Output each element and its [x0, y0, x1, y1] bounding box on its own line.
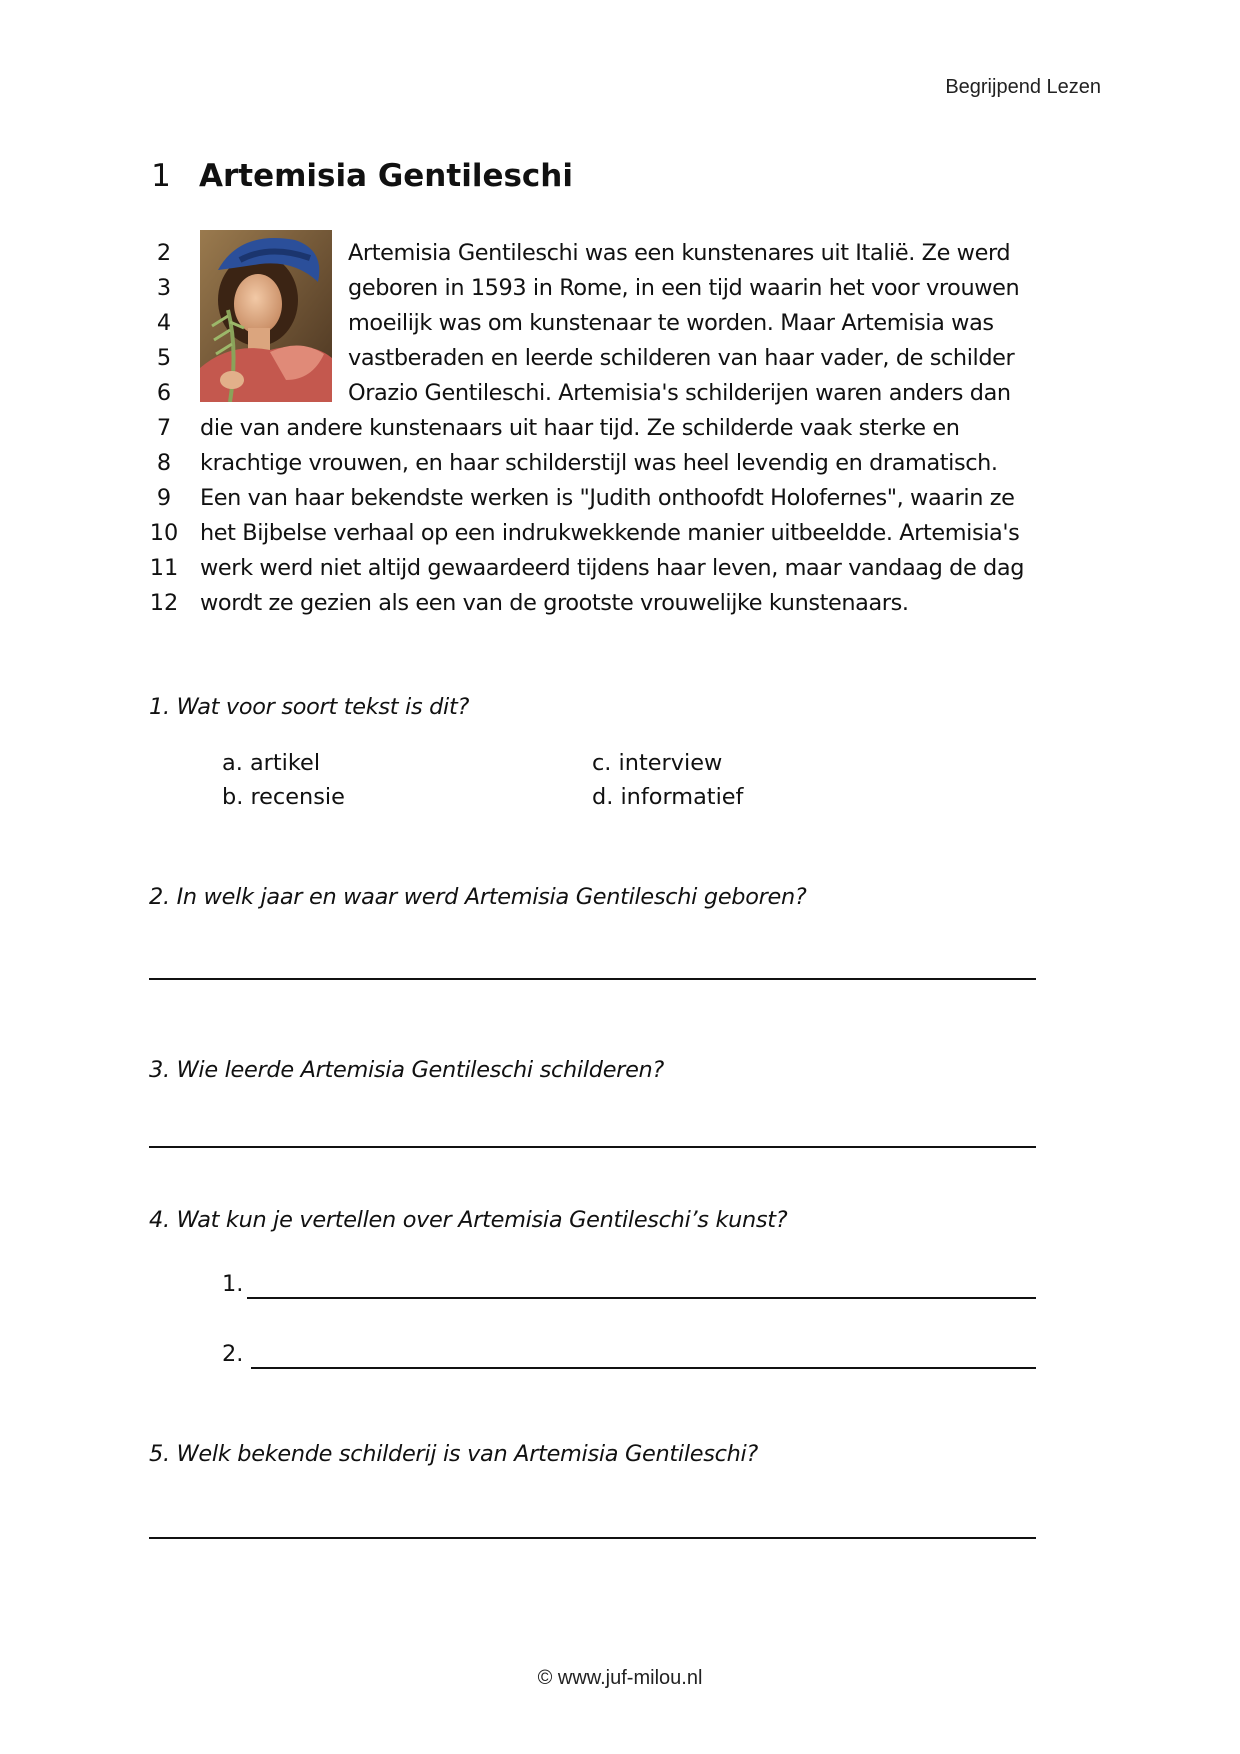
- line-text: wordt ze gezien als een van de grootste vrouwelijke kunstenaars.: [200, 590, 909, 616]
- text-line: [144, 411, 1104, 446]
- question-5: 5. Welk bekende schilderij is van Artemisia Gentileschi?: [149, 1441, 758, 1467]
- question-1: 1. Wat voor soort tekst is dit?: [149, 694, 470, 720]
- text-line: [144, 481, 1104, 516]
- line-text: geboren in 1593 in Rome, in een tijd waarin het voor vrouwen: [348, 275, 1020, 301]
- line-number: 6: [156, 380, 172, 406]
- line-text: vastberaden en leerde schilderen van haar vader, de schilder: [348, 345, 1015, 371]
- title-line-number: 1: [151, 158, 171, 194]
- footer-copyright: © www.juf-milou.nl: [537, 1667, 703, 1689]
- answer-item-number: 2.: [222, 1341, 244, 1367]
- line-number: 11: [149, 555, 179, 581]
- line-number: 9: [156, 485, 172, 511]
- line-number: 12: [149, 590, 179, 616]
- line-number: 7: [156, 415, 172, 441]
- line-number: 4: [156, 310, 172, 336]
- question-3: 3. Wie leerde Artemisia Gentileschi schilderen?: [149, 1057, 665, 1083]
- text-line: [144, 236, 1104, 271]
- answer-line-4-1[interactable]: [247, 1297, 1036, 1299]
- option-a[interactable]: a. artikel: [222, 750, 321, 776]
- text-line: [144, 586, 1104, 621]
- option-c[interactable]: c. interview: [592, 750, 723, 776]
- line-number: 5: [156, 345, 172, 371]
- answer-line-2[interactable]: [149, 978, 1036, 980]
- option-d[interactable]: d. informatief: [592, 784, 744, 810]
- option-b[interactable]: b. recensie: [222, 784, 345, 810]
- line-number: 3: [156, 275, 172, 301]
- line-text: Orazio Gentileschi. Artemisia's schilderijen waren anders dan: [348, 380, 1011, 406]
- answer-line-3[interactable]: [149, 1146, 1036, 1148]
- answer-item-number: 1.: [222, 1271, 244, 1297]
- line-text: Een van haar bekendste werken is "Judith onthoofdt Holofernes", waarin ze: [200, 485, 1015, 511]
- text-line: [144, 516, 1104, 551]
- line-text: die van andere kunstenaars uit haar tijd. Ze schilderde vaak sterke en: [200, 415, 960, 441]
- line-text: werk werd niet altijd gewaardeerd tijdens haar leven, maar vandaag de dag: [200, 555, 1025, 581]
- page-title: Artemisia Gentileschi: [199, 158, 573, 194]
- answer-line-4-2[interactable]: [251, 1367, 1036, 1369]
- text-line: [144, 271, 1104, 306]
- answer-line-5[interactable]: [149, 1537, 1036, 1539]
- text-line: [144, 376, 1104, 411]
- line-text: het Bijbelse verhaal op een indrukwekkende manier uitbeeldde. Artemisia's: [200, 520, 1020, 546]
- line-number: 2: [156, 240, 172, 266]
- line-text: krachtige vrouwen, en haar schilderstijl was heel levendig en dramatisch.: [200, 450, 998, 476]
- line-text: Artemisia Gentileschi was een kunstenares uit Italië. Ze werd: [348, 240, 1011, 266]
- line-number: 8: [156, 450, 172, 476]
- question-4: 4. Wat kun je vertellen over Artemisia Gentileschi’s kunst?: [149, 1207, 788, 1233]
- text-line: [144, 551, 1104, 586]
- text-line: [144, 341, 1104, 376]
- text-line: [144, 306, 1104, 341]
- page-header-label: Begrijpend Lezen: [945, 76, 1101, 98]
- text-line: [144, 446, 1104, 481]
- question-2: 2. In welk jaar en waar werd Artemisia Gentileschi geboren?: [149, 884, 807, 910]
- line-number: 10: [149, 520, 179, 546]
- line-text: moeilijk was om kunstenaar te worden. Maar Artemisia was: [348, 310, 994, 336]
